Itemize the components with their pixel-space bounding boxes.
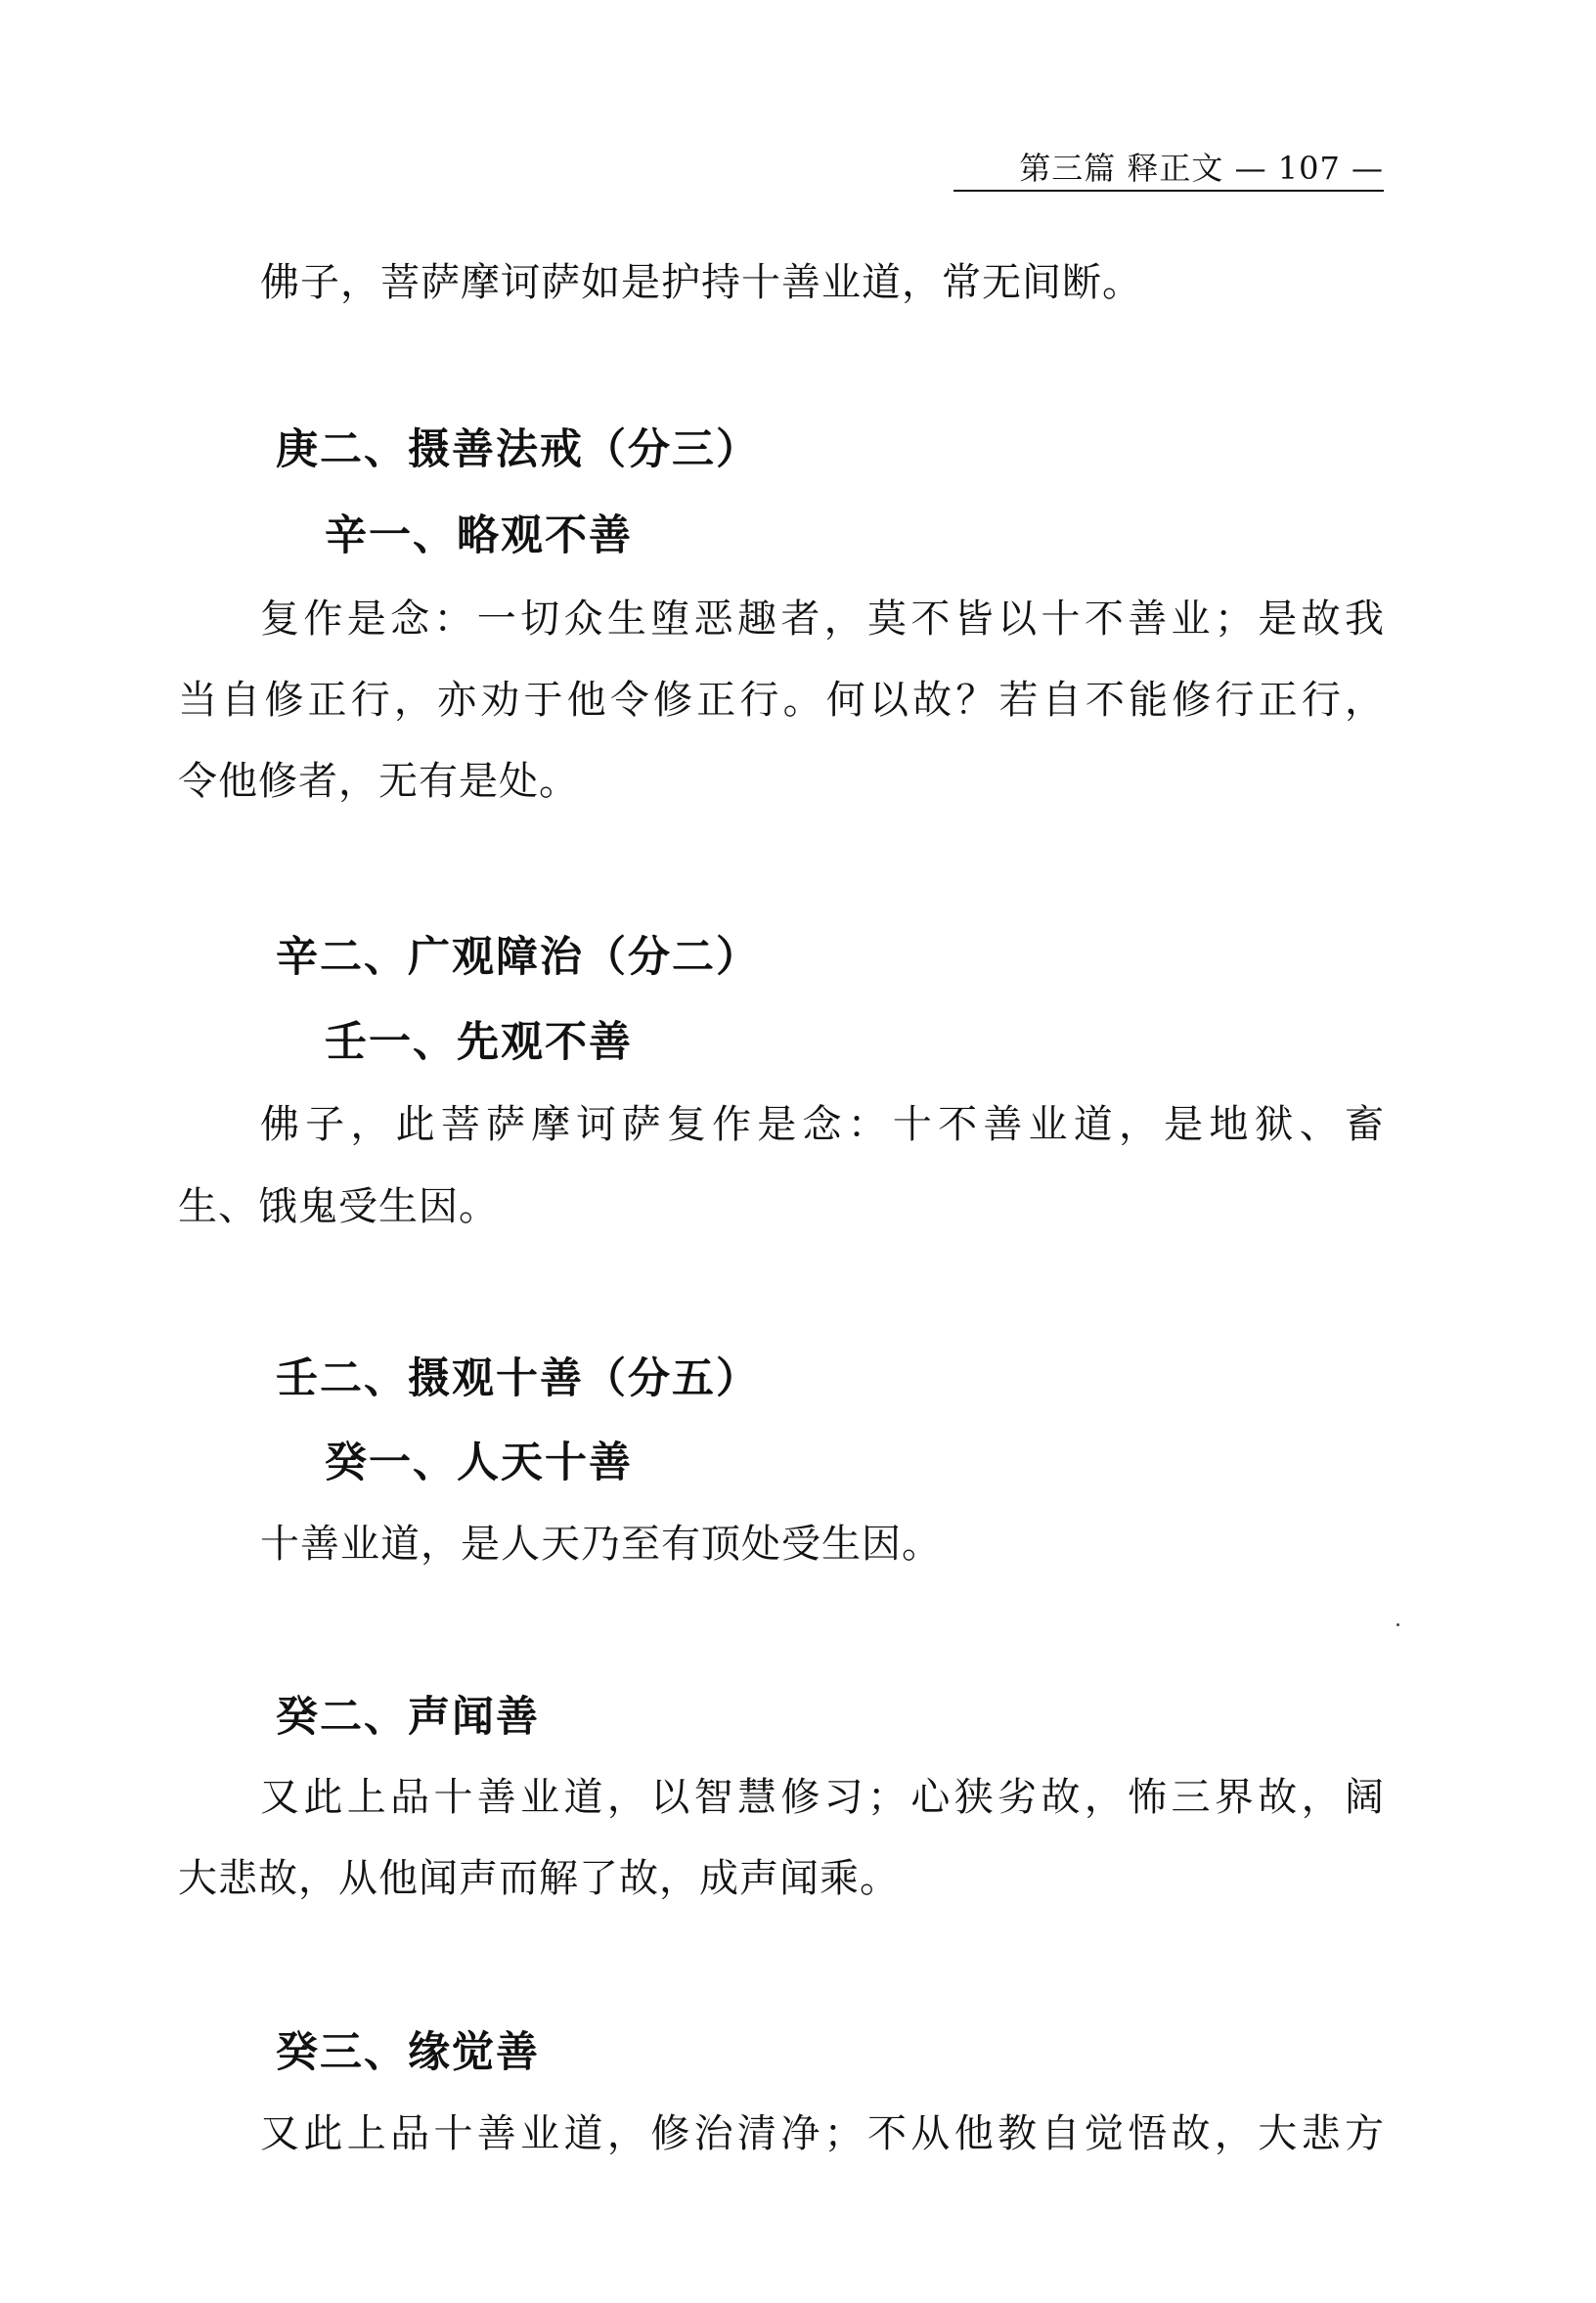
paragraph-line: 又此上品十善业道，修治清净；不从他教自觉悟故，大悲方 [260,2111,1385,2156]
paragraph-line: 大悲故，从他闻声而解了故，成声闻乘。 [178,1856,900,1901]
paragraph-line: 佛子，此菩萨摩诃萨复作是念：十不善业道，是地狱、畜 [260,1102,1385,1147]
paragraph-line: 十善业道，是人天乃至有顶处受生因。 [260,1522,942,1567]
section-heading: 癸三、缘觉善 [276,2028,540,2077]
paragraph-line: 佛子，菩萨摩诃萨如是护持十善业道，常无间断。 [260,260,1142,305]
paragraph-line: 又此上品十善业道，以智慧修习；心狭劣故，怖三界故，阔 [260,1775,1385,1820]
paragraph-line: 当自修正行，亦劝于他令修正行。何以故？若自不能修行正行， [178,678,1385,723]
subsection-heading: 辛一、略观不善 [325,511,633,560]
paragraph-line: 令他修者，无有是处。 [178,759,579,804]
section-heading: 辛二、广观障治（分二） [276,933,760,982]
paragraph-line: 生、饿鬼受生因。 [178,1184,499,1229]
subsection-heading: 壬一、先观不善 [325,1018,633,1067]
running-header: 第三篇 释正文 — 107 — [953,147,1384,192]
section-heading: 壬二、摄观十善（分五） [276,1354,760,1403]
section-heading: 癸二、声闻善 [276,1693,540,1742]
paragraph-line: 复作是念：一切众生堕恶趣者，莫不皆以十不善业；是故我 [260,597,1385,642]
print-speck [1396,1623,1399,1626]
subsection-heading: 癸一、人天十善 [325,1439,633,1487]
section-heading: 庚二、摄善法戒（分三） [276,425,760,474]
